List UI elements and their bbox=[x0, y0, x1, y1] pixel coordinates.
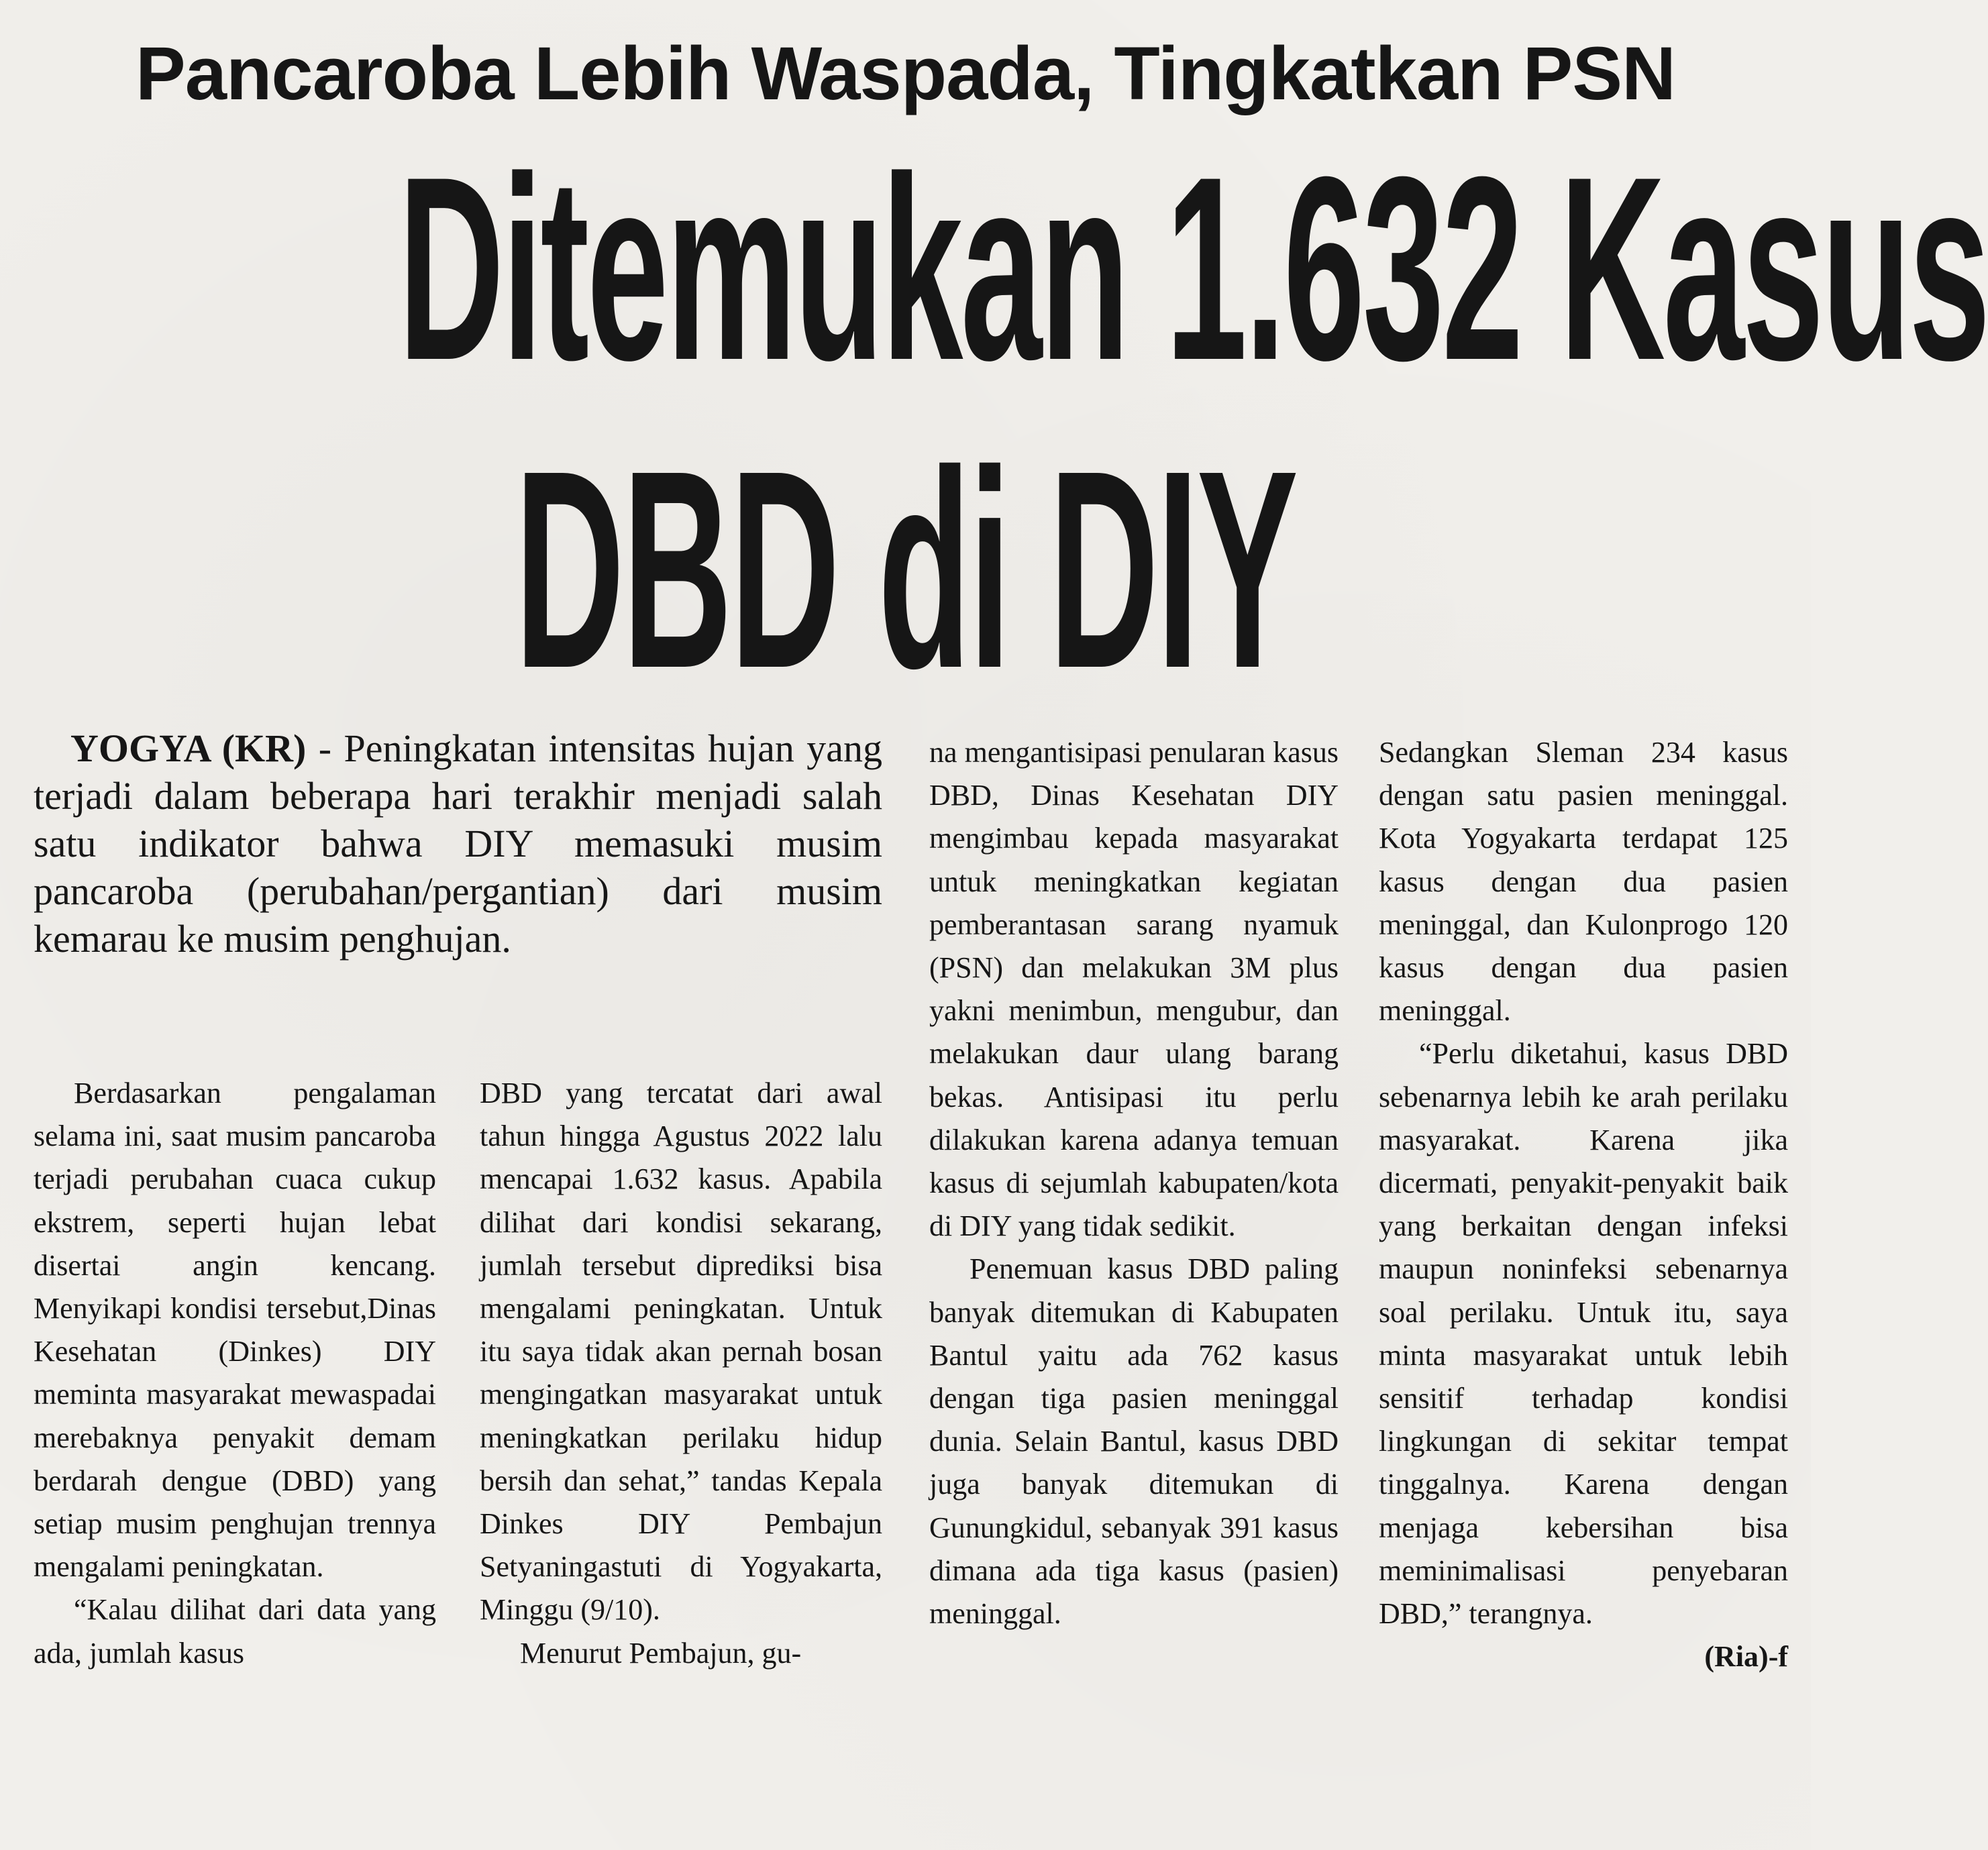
main-headline-line-1: Ditemukan 1.632 Kasus bbox=[398, 122, 1988, 415]
paragraph: Berdasarkan pengalaman selama ini, saat musim pancaroba terjadi perubahan cuaca cukup ekstrem, seperti hujan lebat disertai angin kencang. Menyikapi kondisi tersebut,Dinas Kesehatan (Dinkes) DIY meminta masyarakat mewaspadai merebaknya penyakit demam berdarah dengue (DBD) yang setiap musim penghujan trennya mengalami peningkatan. bbox=[34, 1077, 436, 1584]
paragraph: Sedangkan Sleman 234 kasus dengan satu pasien meninggal. Kota Yogyakarta terdapat 125 kasus dengan dua pasien meninggal, dan Kulonprogo 120 kasus dengan dua pasien meninggal. bbox=[1379, 736, 1788, 1028]
dateline: YOGYA (KR) bbox=[70, 726, 307, 770]
article-column-4 bbox=[1379, 731, 1788, 1678]
lead-text bbox=[34, 724, 882, 963]
paragraph: na mengantisipasi penularan kasus DBD, Dinas Kesehatan DIY mengimbau kepada masyarakat untuk meningkatkan kegiatan pemberantasan sarang nyamuk (PSN) dan melakukan 3M plus yakni menimbun, mengubur, dan melakukan daur ulang barang bekas. Antisipasi itu perlu dilakukan karena adanya temuan kasus di sejumlah kabupaten/kota di DIY yang tidak sedikit. bbox=[929, 736, 1339, 1243]
paragraph: “Kalau dilihat dari data yang ada, jumlah kasus bbox=[34, 1593, 436, 1670]
paragraph: DBD yang tercatat dari awal tahun hingga Agustus 2022 lalu mencapai 1.632 kasus. Apabila dilihat dari kondisi sekarang, jumlah tersebut diprediksi bisa mengalami peningkatan. Untuk itu saya tidak akan pernah bosan mengingatkan masyarakat untuk meningkatkan perilaku hidup bersih dan sehat,” tandas Kepala Dinkes DIY Pembajun Setyaningastuti di Yogyakarta, Minggu (9/10). bbox=[480, 1077, 882, 1627]
lead-paragraph bbox=[34, 724, 882, 963]
lead-body: - Peningkatan intensitas hujan yang terjadi dalam beberapa hari terakhir menjadi salah satu indikator bahwa DIY memasuki musim pancaroba (perubahan/pergantian) dari musim kemarau ke musim penghujan. bbox=[34, 726, 883, 961]
paragraph: “Perlu diketahui, kasus DBD sebenarnya lebih ke arah perilaku masyarakat. Karena jika dicermati, penyakit-penyakit baik yang berkaitan dengan infeksi maupun noninfeksi sebenarnya soal perilaku. Untuk itu, saya minta masyarakat untuk lebih sensitif terhadap kondisi lingkungan di sekitar tempat tinggalnya. Karena dengan menjaga kebersihan bisa meminimalisasi penyebaran DBD,” terangnya. bbox=[1379, 1037, 1788, 1631]
paragraph: Menurut Pembajun, gu- bbox=[520, 1636, 802, 1670]
paragraph: Penemuan kasus DBD paling banyak ditemukan di Kabupaten Bantul yaitu ada 762 kasus dengan tiga pasien meninggal dunia. Selain Bantul, kasus DBD juga banyak ditemukan di Gunungkidul, sebanyak 391 kasus dimana ada tiga kasus (pasien) meninggal. bbox=[929, 1252, 1339, 1631]
main-headline-line-2: DBD di DIY bbox=[515, 413, 1296, 727]
kicker-headline: Pancaroba Lebih Waspada, Tingkatkan PSN bbox=[136, 32, 1675, 115]
byline: (Ria)-f bbox=[1704, 1640, 1788, 1674]
article-column-3 bbox=[929, 731, 1339, 1635]
article-column-1 bbox=[34, 1072, 436, 1675]
article-column-2 bbox=[480, 1072, 882, 1675]
